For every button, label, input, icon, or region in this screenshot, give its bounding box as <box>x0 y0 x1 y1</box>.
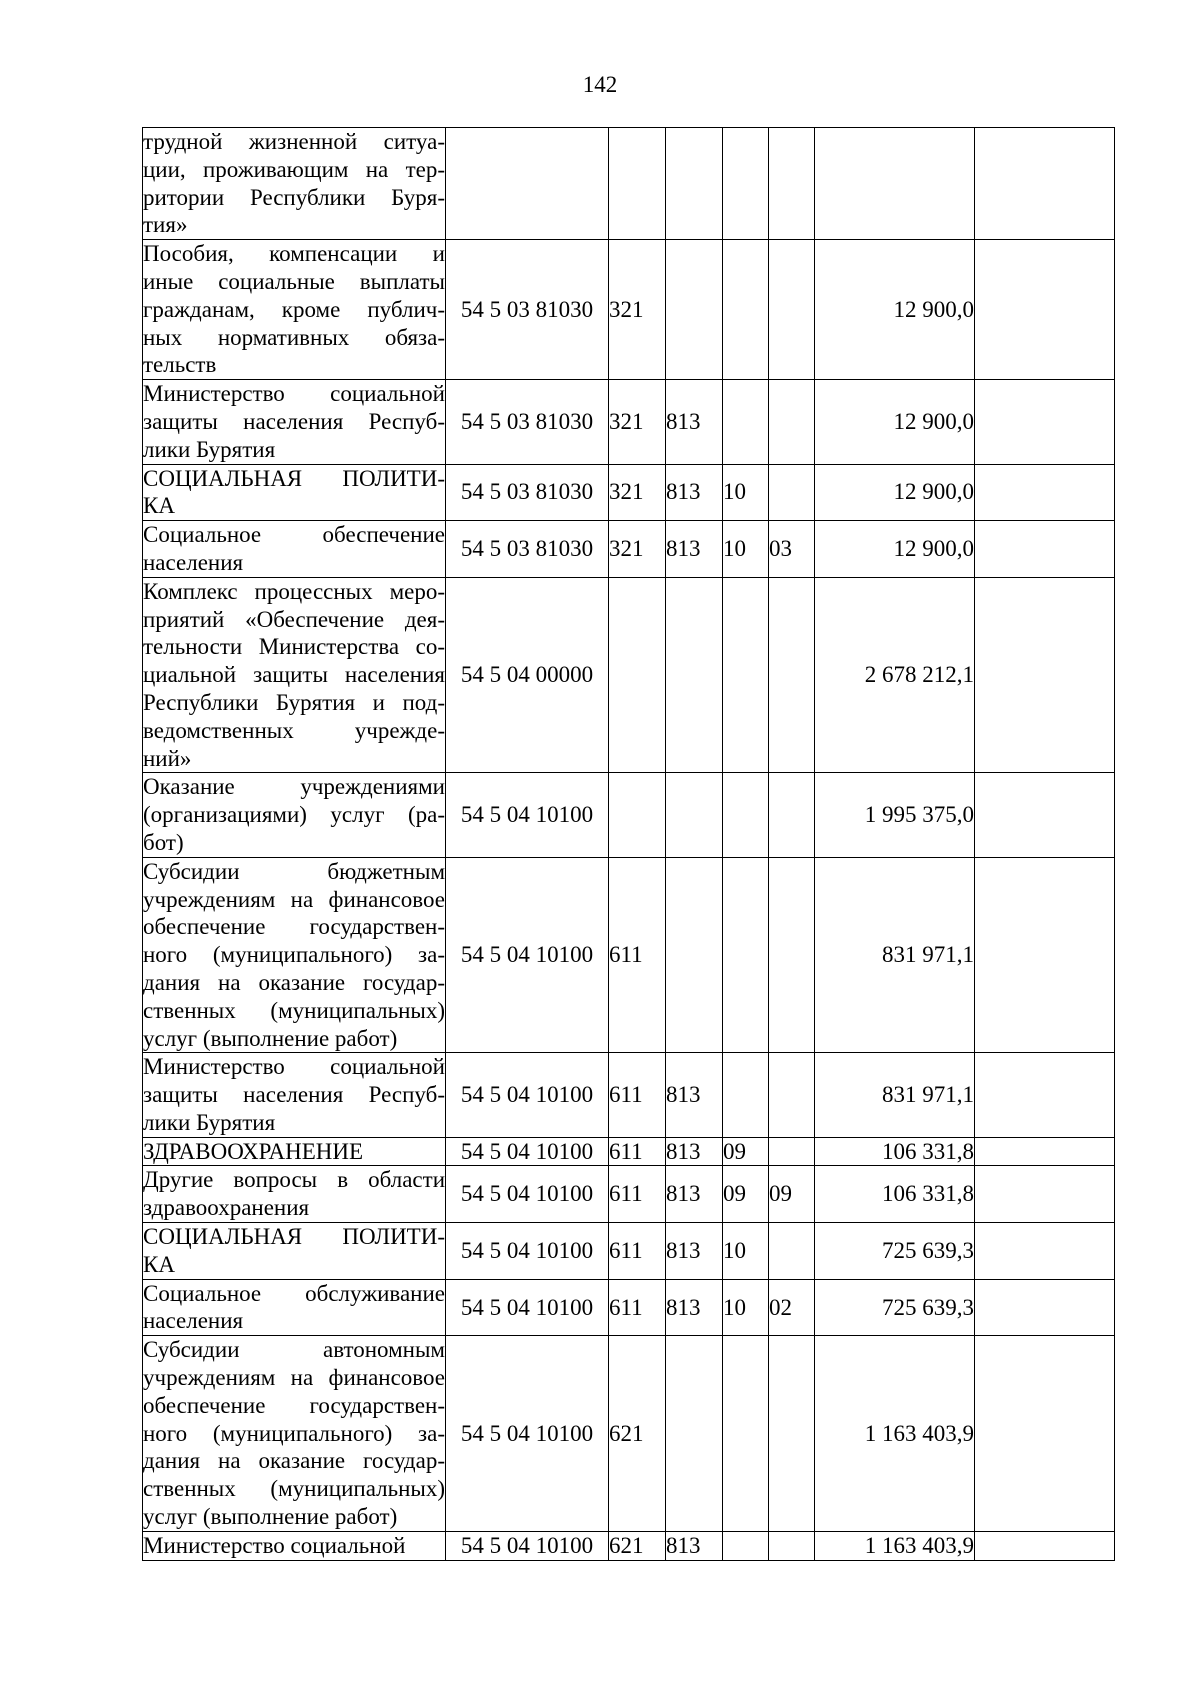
cell-description <box>143 857 446 1053</box>
description-line: ственных (муниципальных) <box>143 997 445 1023</box>
cell-description <box>143 773 446 857</box>
description-line: СОЦИАЛЬНАЯ ПОЛИТИ- <box>143 1224 445 1250</box>
table-body <box>143 128 1115 1561</box>
cell-target-code: 54 5 03 81030 <box>446 464 609 521</box>
cell-ministry-code: 813 <box>666 1137 723 1166</box>
description-line: КА <box>143 1251 175 1277</box>
cell-section <box>723 1336 769 1532</box>
description-line: СОЦИАЛЬНАЯ ПОЛИТИ- <box>143 465 445 491</box>
cell-extra <box>975 857 1115 1053</box>
cell-expense-type <box>609 773 666 857</box>
cell-description <box>143 521 446 578</box>
cell-amount: 12 900,0 <box>815 521 975 578</box>
cell-ministry-code <box>666 240 723 380</box>
table-row <box>143 521 1115 578</box>
cell-amount: 106 331,8 <box>815 1166 975 1223</box>
cell-amount: 831 971,1 <box>815 857 975 1053</box>
cell-extra <box>975 521 1115 578</box>
cell-subsection <box>769 1223 815 1280</box>
cell-expense-type: 611 <box>609 1223 666 1280</box>
description-line: КА <box>143 493 175 519</box>
description-line: Комплекс процессных меро- <box>143 578 445 604</box>
cell-description <box>143 464 446 521</box>
cell-expense-type: 321 <box>609 521 666 578</box>
table-row <box>143 1166 1115 1223</box>
cell-subsection: 09 <box>769 1166 815 1223</box>
description-line: бот) <box>143 829 184 855</box>
description-line: тельств <box>143 352 217 378</box>
table-row <box>143 1137 1115 1166</box>
table-row <box>143 464 1115 521</box>
cell-section <box>723 128 769 240</box>
cell-subsection <box>769 240 815 380</box>
description-line: услуг (выполнение работ) <box>143 1025 398 1051</box>
description-line: тия» <box>143 212 188 238</box>
cell-description <box>143 577 446 773</box>
cell-amount: 12 900,0 <box>815 380 975 464</box>
cell-extra <box>975 464 1115 521</box>
description-line: тельности Министерства со- <box>143 634 445 660</box>
description-line: Социальное обслуживание <box>143 1280 445 1306</box>
table-row <box>143 380 1115 464</box>
cell-amount: 1 163 403,9 <box>815 1531 975 1560</box>
cell-extra <box>975 240 1115 380</box>
cell-amount: 1 995 375,0 <box>815 773 975 857</box>
description-line: дания на оказание государ- <box>143 1448 445 1474</box>
cell-ministry-code: 813 <box>666 521 723 578</box>
cell-section: 10 <box>723 464 769 521</box>
cell-description <box>143 240 446 380</box>
cell-extra <box>975 773 1115 857</box>
cell-expense-type: 321 <box>609 380 666 464</box>
cell-extra <box>975 1531 1115 1560</box>
cell-section <box>723 240 769 380</box>
cell-ministry-code: 813 <box>666 1531 723 1560</box>
cell-ministry-code: 813 <box>666 464 723 521</box>
cell-extra <box>975 1223 1115 1280</box>
cell-subsection: 02 <box>769 1279 815 1336</box>
description-line: населения <box>143 1308 244 1334</box>
description-line: ных нормативных обяза- <box>143 324 445 350</box>
cell-description <box>143 1531 446 1560</box>
cell-section <box>723 773 769 857</box>
cell-section <box>723 1053 769 1137</box>
description-line: ЗДРАВООХРАНЕНИЕ <box>143 1138 364 1164</box>
cell-section: 09 <box>723 1137 769 1166</box>
cell-description <box>143 380 446 464</box>
cell-subsection <box>769 128 815 240</box>
description-line: дания на оказание государ- <box>143 969 445 995</box>
cell-target-code <box>446 128 609 240</box>
cell-target-code: 54 5 03 81030 <box>446 380 609 464</box>
cell-ministry-code <box>666 773 723 857</box>
description-line: Социальное обеспечение <box>143 522 445 548</box>
cell-amount: 2 678 212,1 <box>815 577 975 773</box>
budget-table <box>142 127 1115 1561</box>
cell-expense-type: 621 <box>609 1336 666 1532</box>
description-line: приятий «Обеспечение дея- <box>143 606 445 632</box>
cell-target-code: 54 5 03 81030 <box>446 521 609 578</box>
table-row <box>143 857 1115 1053</box>
cell-ministry-code <box>666 857 723 1053</box>
cell-expense-type: 611 <box>609 1137 666 1166</box>
cell-description <box>143 1166 446 1223</box>
description-line: Пособия, компенсации и <box>143 241 445 267</box>
description-line: обеспечение государствен- <box>143 1392 445 1418</box>
description-line: ции, проживающим на тер- <box>143 156 445 182</box>
cell-section <box>723 857 769 1053</box>
description-line: учреждениям на финансовое <box>143 886 445 912</box>
cell-subsection <box>769 1053 815 1137</box>
description-line: Республики Бурятия и под- <box>143 689 445 715</box>
description-line: Другие вопросы в области <box>143 1167 445 1193</box>
cell-expense-type: 321 <box>609 464 666 521</box>
description-line: Министерство социальной <box>143 1054 445 1080</box>
cell-ministry-code <box>666 1336 723 1532</box>
cell-expense-type <box>609 577 666 773</box>
description-line: циальной защиты населения <box>143 662 445 688</box>
cell-description <box>143 1279 446 1336</box>
cell-target-code: 54 5 04 10100 <box>446 1137 609 1166</box>
cell-subsection <box>769 577 815 773</box>
cell-section: 10 <box>723 1279 769 1336</box>
cell-ministry-code: 813 <box>666 1279 723 1336</box>
cell-section <box>723 577 769 773</box>
description-line: ного (муниципального) за- <box>143 1420 445 1446</box>
cell-target-code: 54 5 04 10100 <box>446 773 609 857</box>
cell-target-code: 54 5 04 00000 <box>446 577 609 773</box>
description-line: Субсидии бюджетным <box>143 858 445 884</box>
table-row <box>143 1336 1115 1532</box>
cell-section <box>723 1531 769 1560</box>
cell-expense-type: 621 <box>609 1531 666 1560</box>
cell-subsection <box>769 1531 815 1560</box>
table-row <box>143 1053 1115 1137</box>
description-line: обеспечение государствен- <box>143 914 445 940</box>
description-line: трудной жизненной ситуа- <box>143 129 445 154</box>
cell-amount: 12 900,0 <box>815 240 975 380</box>
description-line: Оказание учреждениями <box>143 774 445 800</box>
cell-target-code: 54 5 04 10100 <box>446 857 609 1053</box>
description-line: ритории Республики Буря- <box>143 184 445 210</box>
cell-ministry-code <box>666 577 723 773</box>
cell-ministry-code <box>666 128 723 240</box>
cell-extra <box>975 1053 1115 1137</box>
cell-amount: 831 971,1 <box>815 1053 975 1137</box>
cell-subsection <box>769 857 815 1053</box>
cell-expense-type <box>609 128 666 240</box>
description-line: защиты населения Респуб- <box>143 1082 445 1108</box>
cell-target-code: 54 5 04 10100 <box>446 1223 609 1280</box>
description-line: ний» <box>143 745 192 771</box>
cell-ministry-code: 813 <box>666 1223 723 1280</box>
cell-target-code: 54 5 04 10100 <box>446 1166 609 1223</box>
cell-amount: 725 639,3 <box>815 1223 975 1280</box>
description-line: (организациями) услуг (ра- <box>143 802 445 828</box>
cell-description <box>143 1137 446 1166</box>
description-line: учреждениям на финансовое <box>143 1365 445 1391</box>
cell-section: 10 <box>723 1223 769 1280</box>
table-row <box>143 128 1115 240</box>
table-row <box>143 240 1115 380</box>
cell-expense-type: 611 <box>609 1279 666 1336</box>
description-line: ного (муниципального) за- <box>143 942 445 968</box>
cell-extra <box>975 380 1115 464</box>
description-line: здравоохранения <box>143 1195 310 1221</box>
cell-target-code: 54 5 04 10100 <box>446 1531 609 1560</box>
cell-section: 09 <box>723 1166 769 1223</box>
cell-description <box>143 1053 446 1137</box>
cell-target-code: 54 5 04 10100 <box>446 1336 609 1532</box>
cell-section <box>723 380 769 464</box>
cell-expense-type: 611 <box>609 1053 666 1137</box>
table-row <box>143 1279 1115 1336</box>
cell-ministry-code: 813 <box>666 1053 723 1137</box>
table-row <box>143 1531 1115 1560</box>
description-line: гражданам, кроме публич- <box>143 296 445 322</box>
cell-expense-type: 611 <box>609 857 666 1053</box>
cell-subsection <box>769 1336 815 1532</box>
description-line: услуг (выполнение работ) <box>143 1504 398 1530</box>
cell-extra <box>975 1336 1115 1532</box>
description-line: защиты населения Респуб- <box>143 408 445 434</box>
cell-extra <box>975 1279 1115 1336</box>
cell-target-code: 54 5 04 10100 <box>446 1279 609 1336</box>
page-number: 142 <box>582 72 618 97</box>
cell-description <box>143 1223 446 1280</box>
cell-target-code: 54 5 04 10100 <box>446 1053 609 1137</box>
description-line: лики Бурятия <box>143 436 276 462</box>
cell-extra <box>975 128 1115 240</box>
table-row <box>143 773 1115 857</box>
cell-ministry-code: 813 <box>666 380 723 464</box>
cell-amount <box>815 128 975 240</box>
description-line: лики Бурятия <box>143 1109 276 1135</box>
cell-description <box>143 1336 446 1532</box>
description-line: Министерство социальной <box>143 381 445 407</box>
cell-subsection <box>769 1137 815 1166</box>
cell-extra <box>975 1137 1115 1166</box>
cell-amount: 12 900,0 <box>815 464 975 521</box>
cell-subsection <box>769 464 815 521</box>
cell-amount: 106 331,8 <box>815 1137 975 1166</box>
description-line: иные социальные выплаты <box>143 268 445 294</box>
description-line: Министерство социальной <box>143 1532 406 1558</box>
description-line: ственных (муниципальных) <box>143 1476 445 1502</box>
cell-extra <box>975 1166 1115 1223</box>
description-line: ведомственных учрежде- <box>143 717 445 743</box>
cell-expense-type: 321 <box>609 240 666 380</box>
cell-target-code: 54 5 03 81030 <box>446 240 609 380</box>
cell-extra <box>975 577 1115 773</box>
cell-description <box>143 128 446 240</box>
cell-expense-type: 611 <box>609 1166 666 1223</box>
cell-subsection: 03 <box>769 521 815 578</box>
cell-section: 10 <box>723 521 769 578</box>
table-row <box>143 577 1115 773</box>
table-row <box>143 1223 1115 1280</box>
cell-subsection <box>769 380 815 464</box>
description-line: Субсидии автономным <box>143 1337 445 1363</box>
cell-ministry-code: 813 <box>666 1166 723 1223</box>
cell-amount: 725 639,3 <box>815 1279 975 1336</box>
cell-subsection <box>769 773 815 857</box>
cell-amount: 1 163 403,9 <box>815 1336 975 1532</box>
description-line: населения <box>143 549 244 575</box>
